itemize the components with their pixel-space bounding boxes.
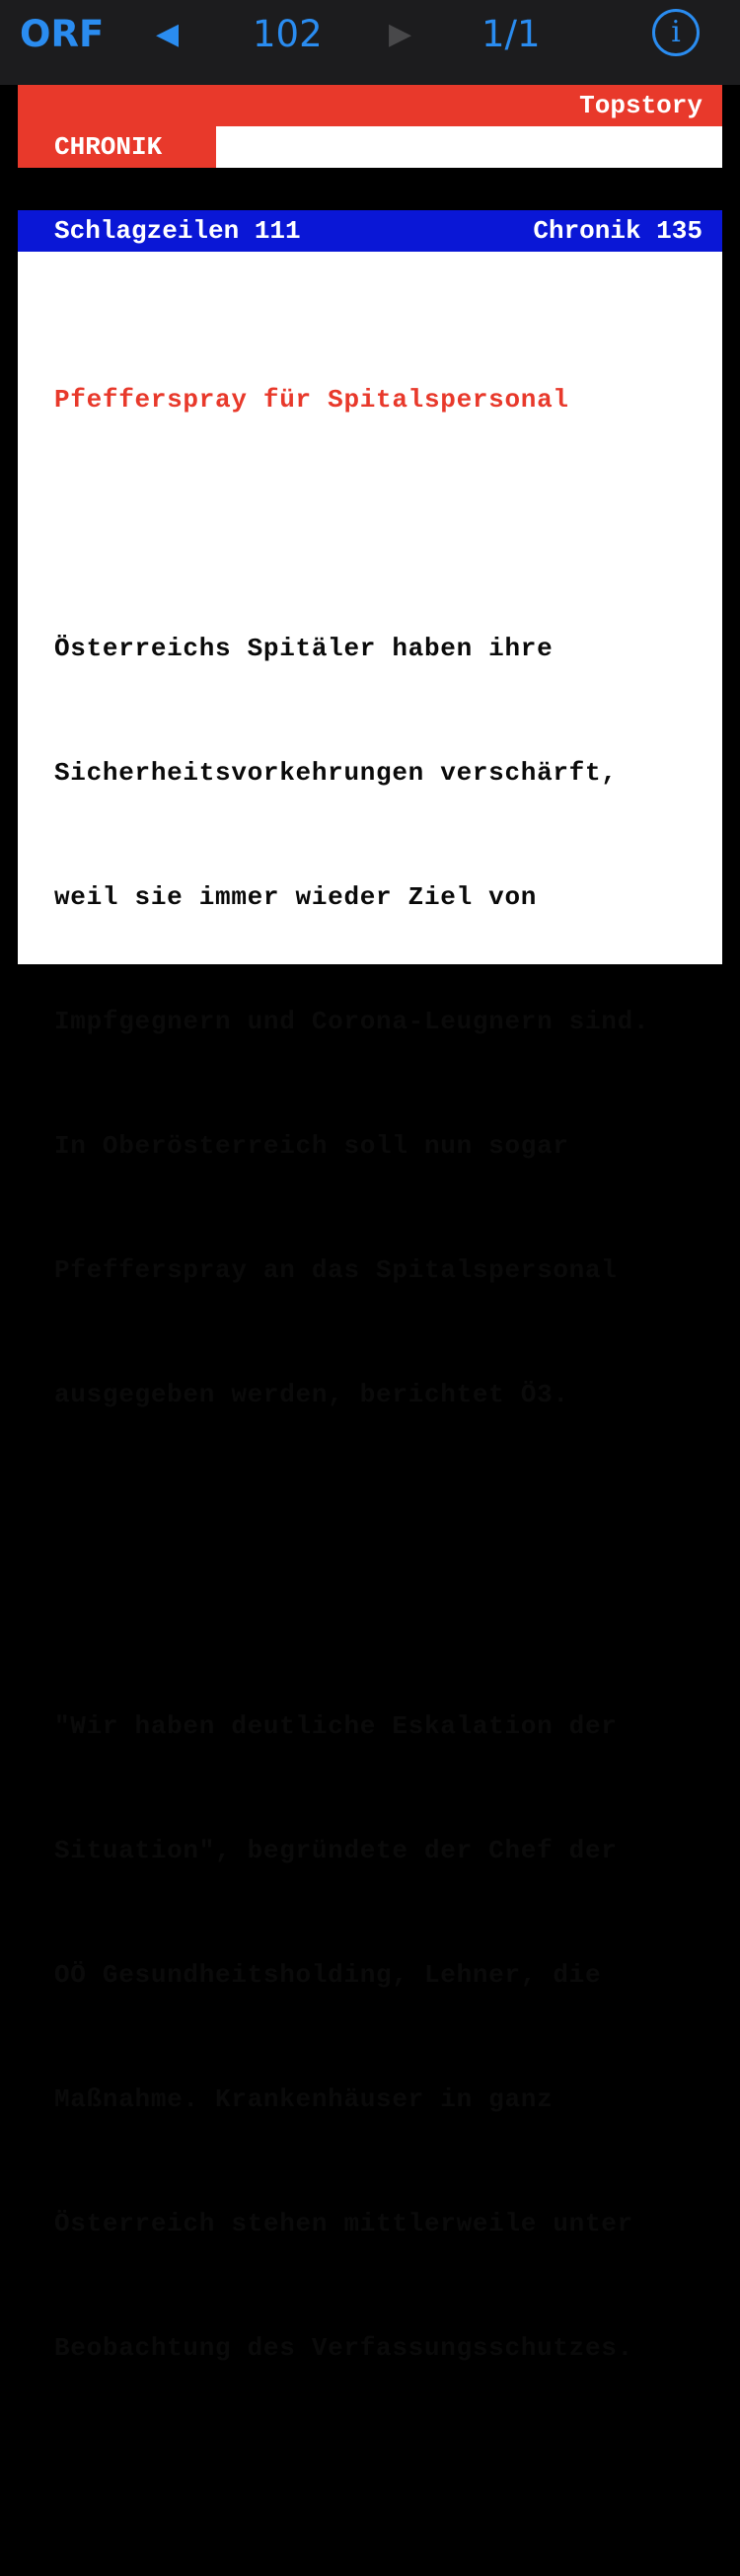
link-schlagzeilen[interactable]: Schlagzeilen 111 [54, 216, 301, 246]
topstory-label: Topstory [579, 91, 703, 120]
text-line: Impfgegnern und Corona-Leugnern sind. [54, 1007, 650, 1036]
info-icon[interactable]: i [652, 9, 700, 56]
text-line: In Oberösterreich soll nun sogar [54, 1131, 569, 1161]
teletext-page [18, 85, 722, 2363]
text-line: Pfefferspray an das Spitalspersonal [54, 1255, 618, 1285]
page-number-button[interactable]: 102 [253, 13, 323, 55]
text-line: OÖ Gesundheitsholding, Lehner, die [54, 1960, 602, 1990]
prev-page-icon[interactable]: ◀ [156, 17, 180, 51]
category-bar [18, 126, 722, 168]
orf-home-button[interactable]: ORF [20, 13, 105, 55]
text-line: "Wir haben deutliche Eskalation der [54, 1711, 618, 1741]
topstory-bar [18, 85, 722, 126]
subpage-indicator[interactable]: 1/1 [481, 13, 541, 55]
article-paragraph-2 [54, 1623, 722, 2452]
next-page-icon[interactable]: ▶ [389, 17, 412, 51]
text-line: Beobachtung des Verfassungsschutzes. [54, 2333, 633, 2363]
text-line: Österreich stehen mittlerweile unter [54, 2209, 633, 2238]
article-body [18, 252, 722, 2363]
article-paragraph-1 [54, 545, 722, 1498]
text-line: weil sie immer wieder Ziel von [54, 882, 538, 912]
teletext-navbar [0, 0, 740, 85]
link-chronik[interactable]: Chronik 135 [533, 216, 703, 246]
text-line: Situation", begründete der Chef der [54, 1836, 618, 1865]
category-label: CHRONIK [18, 126, 216, 168]
text-line: Österreichs Spitäler haben ihre [54, 634, 554, 663]
text-line: ausgegeben werden, berichtet Ö3. [54, 1380, 569, 1409]
text-line: Sicherheitsvorkehrungen verschärft, [54, 758, 618, 788]
text-line: Maßnahme. Krankenhäuser in ganz [54, 2084, 554, 2114]
page-links-bar [18, 210, 722, 252]
category-spacer [216, 126, 722, 168]
article-title: Pfefferspray für Spitalspersonal [54, 385, 569, 415]
